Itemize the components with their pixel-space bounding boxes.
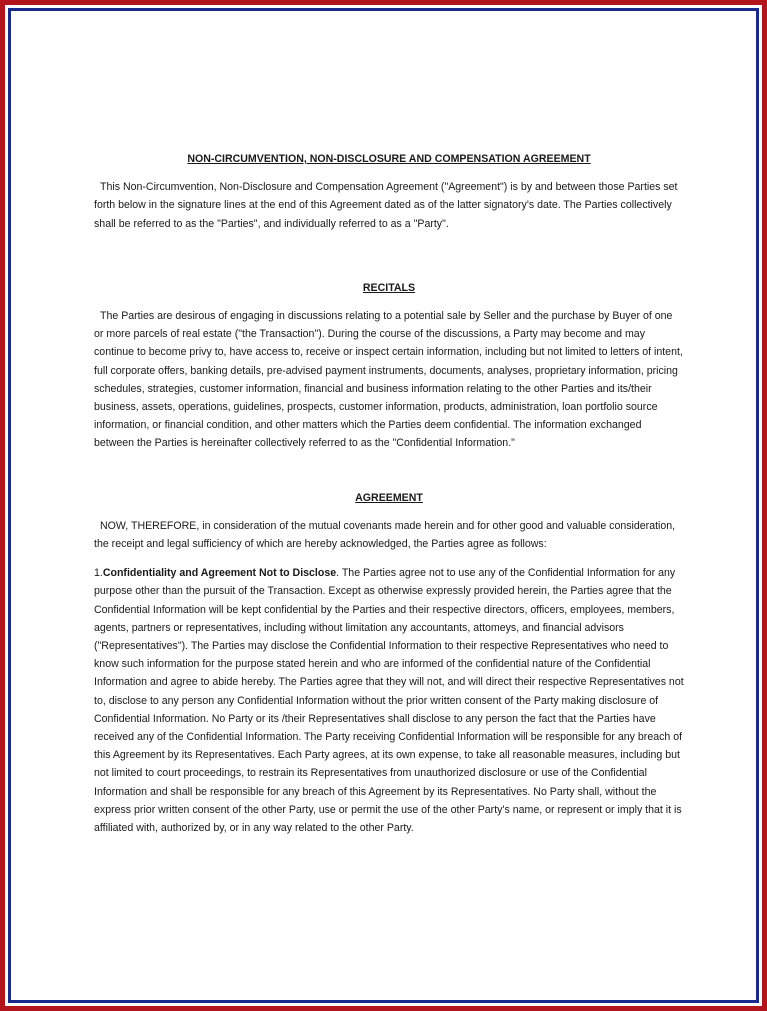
clause-1-title: Confidentiality and Agreement Not to Disclose: [102, 567, 337, 580]
clause-1-text: . The Parties agree not to use any of the Confidential Information for any purpose other than the pursuit of the Transaction. Except as otherwise expressly provided herein, the Parties agree that the Confidential Information will be kept confidential by the Parties and their respective directors, officers, employees, members, agents, partners or representatives, including without limitation any accountants, attomeys, and financial advisors ("Representatives"). The Parties may disclose the Confidential Information to their respective Representatives who need to know such information for the purpose stated herein and who are informed of the confidential nature of the Confidential Information and agree to abide hereby. The Parties agree that they will not, and will direct their respective Representatives not to, disclose to any person any Confidential Information without the prior written consent of the Party making disclosure of Confidential Information. No Party or its /their Representatives shall disclose to any person the fact that the Parties have received any of the Confidential Information. The Party receiving Confidential Information will be responsible for any breach of this Agreement by its Representatives. Each Party agrees, at its own expense, to take all reasonable measures, including but not limited to court proceedings, to restrain its Representatives from unauthorized disclosure or use of the Confidential Information and shall be responsible for any breach of this Agreement by its Representatives. No Party shall, without the express prior written consent of the other Party, use or permit the use of the other Party's name, or represent or imply that it is affiliated with, authorized by, or in any way related to the other Party.: [94, 567, 684, 835]
clause-1-number: 1.: [94, 567, 103, 580]
agreement-intro-paragraph: NOW, THEREFORE, in consideration of the mutual covenants made herein and for other good and valuable consideration, the receipt and legal sufficiency of which are hereby acknowledged, the Parties agree as follows:: [94, 519, 676, 551]
recitals-heading: RECITALS: [362, 281, 416, 294]
document-title: NON-CIRCUMVENTION, NON-DISCLOSURE AND COMPENSATION AGREEMENT: [187, 153, 591, 165]
clause-1: [94, 564, 684, 837]
agreement-heading: AGREEMENT: [355, 491, 423, 504]
intro-paragraph: This Non-Circumvention, Non-Disclosure and Compensation Agreement ("Agreement") is by and between those Parties set forth below in the signature lines at the end of this Agreement dated as of the latter signatory's date. The Parties collectively shall be referred to as the "Parties", and individually referred to as a "Party".: [94, 181, 678, 230]
recitals-paragraph: The Parties are desirous of engaging in discussions relating to a potential sale by Seller and the purchase by Buyer of one or more parcels of real estate ("the Transaction"). During the course of the discussions, a Party may become and may continue to become privy to, have access to, receive or inspect certain information, including but not limited to letters of intent, full corporate offers, banking details, pre-advised payment instruments, documents, analyses, proprietary information, pricing schedules, strategies, customer information, financial and business information relating to the other Parties and its/their business, assets, operations, guidelines, prospects, customer information, products, administration, loan portfolio source information, or financial condition, and other matters which the Parties deem confidential. The information exchanged between the Parties is hereinafter collectively referred to as the "Confidential Information.": [94, 310, 683, 450]
document-page: [94, 150, 684, 837]
